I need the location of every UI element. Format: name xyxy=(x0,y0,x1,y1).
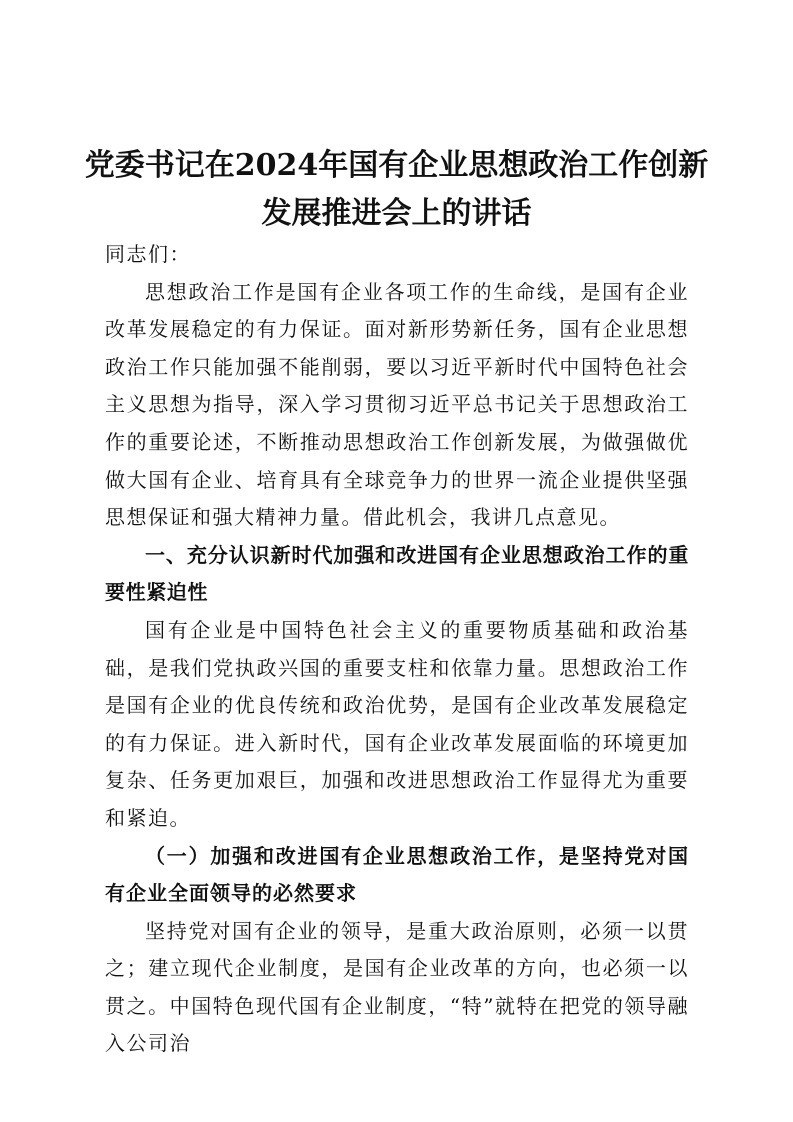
subsection-paragraph: 坚持党对国有企业的领导，是重大政治原则，必须一以贯之；建立现代企业制度，是国有企业改革的方向，也必须一以贯之。中国特色现代国有企业制度，“特”就特在把党的领导融入公司治 xyxy=(105,918,689,1056)
document-title: 党委书记在2024年国有企业思想政治工作创新发展推进会上的讲话 xyxy=(84,148,709,231)
subsection-heading: （一）加强和改进国有企业思想政治工作，是坚持党对国有企业全面领导的必然要求 xyxy=(105,843,689,906)
section-heading: 一、充分认识新时代加强和改进国有企业思想政治工作的重要性紧迫性 xyxy=(105,542,689,605)
document-body xyxy=(105,236,689,1063)
salutation: 同志们： xyxy=(105,242,191,266)
section-paragraph: 国有企业是中国特色社会主义的重要物质基础和政治基础，是我们党执政兴国的重要支柱和依靠力量。思想政治工作是国有企业的优良传统和政治优势，是国有企业改革发展稳定的有力保证。进入新时代，国有企业改革发展面临的环境更加复杂、任务更加艰巨，加强和改进思想政治工作显得尤为重要和紧迫。 xyxy=(105,617,689,830)
intro-paragraph: 思想政治工作是国有企业各项工作的生命线，是国有企业改革发展稳定的有力保证。面对新形势新任务，国有企业思想政治工作只能加强不能削弱，要以习近平新时代中国特色社会主义思想为指导，深入学习贯彻习近平总书记关于思想政治工作的重要论述，不断推动思想政治工作创新发展，为做强做优做大国有企业、培育具有全球竞争力的世界一流企业提供坚强思想保证和强大精神力量。借此机会，我讲几点意见。 xyxy=(105,279,689,530)
